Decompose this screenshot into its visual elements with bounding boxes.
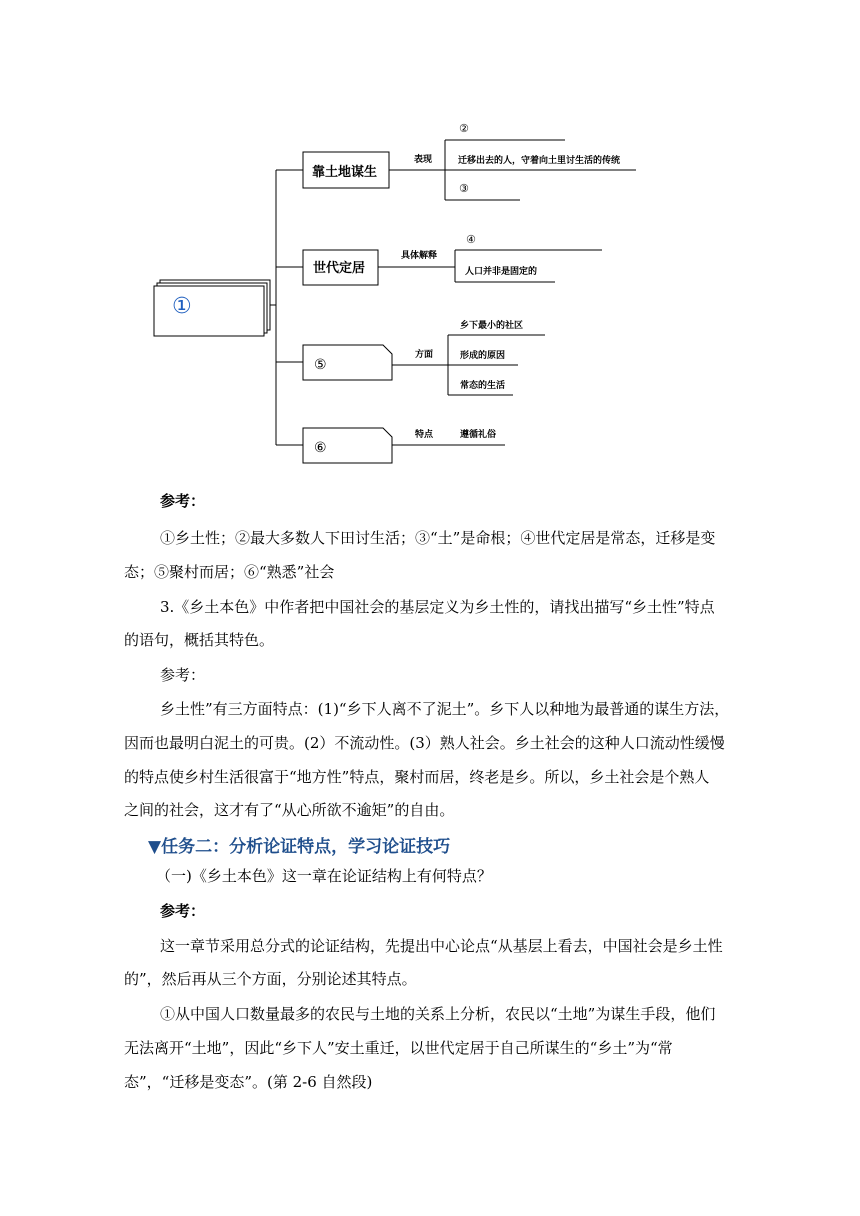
branch1-item-1: ②: [459, 122, 469, 135]
reference-2-line-3: 的特点使乡村生活很富于“地方性”特点，聚村而居，终老是乡。所以，乡土社会是个熟人: [124, 768, 710, 786]
reference-2-line-1: 乡土性”有三方面特点：(1)“乡下人离不了泥土”。乡下人以种地为最普通的谋生方法，: [160, 700, 730, 718]
point-1-line-3: 态”，“迁移是变态”。(第 2-6 自然段): [124, 1073, 373, 1091]
branch-label-2: 世代定居: [313, 261, 366, 276]
reference-2-line-2: 因而也最明白泥土的可贵。(2）不流动性。(3）熟人社会。乡土社会的这种人口流动性缓慢: [124, 734, 725, 752]
branch-label-4: ⑥: [314, 440, 327, 456]
root-node: [154, 280, 270, 336]
branch-node-2: [303, 250, 378, 285]
branch-node-3: [303, 345, 392, 380]
branch1-item-3: ③: [459, 182, 469, 195]
reference-answer-line-1: ①乡土性；②最大多数人下田讨生活；③“土”是命根；④世代定居是常态，迁移是变: [160, 529, 716, 547]
branch3-item-3: 常态的生活: [460, 381, 506, 391]
mind-map-diagram: [0, 0, 860, 480]
task-2-heading: ▼任务二：分析论证特点，学习论证技巧: [148, 837, 451, 857]
branch-label-1: 靠土地谋生: [312, 165, 378, 180]
reference-label-3: 参考：: [160, 902, 206, 920]
branch2-item-1: ④: [466, 233, 476, 246]
question-3-line-1: 3.《乡土本色》中作者把中国社会的基层定义为乡土性的，请找出描写“乡土性”特点: [160, 598, 715, 616]
branch3-item-1: 乡下最小的社区: [460, 321, 524, 331]
point-1-line-2: 无法离开“土地”，因此“乡下人”安土重迁，以世代定居于自己所谋生的“乡土”为“常: [124, 1039, 673, 1057]
branch-label-3: ⑤: [314, 357, 327, 373]
connector-label-2: 具体解释: [401, 251, 438, 261]
reference-answer-line-2: 态；⑤聚村而居；⑥“熟悉”社会: [124, 563, 335, 581]
question-3-line-2: 的语句，概括其特色。: [124, 631, 275, 649]
root-node-label: ①: [172, 294, 192, 319]
branch4-item-1: 遵循礼俗: [460, 430, 497, 440]
question-1: （一)《乡土本色》这一章在论证结构上有何特点？: [156, 867, 492, 885]
reference-3-line-2: 的”，然后再从三个方面，分别论述其特点。: [124, 970, 417, 988]
connector-label-4: 特点: [415, 430, 434, 440]
branch-node-4: [303, 428, 392, 463]
connector-label-3: 方面: [415, 350, 434, 360]
reference-2-line-4: 之间的社会，这才有了“从心所欲不逾矩”的自由。: [124, 801, 455, 819]
branch-node-1: [303, 152, 389, 188]
reference-label-1: 参考：: [160, 492, 206, 510]
branch3-item-2: 形成的原因: [460, 351, 506, 361]
reference-label-2: 参考：: [160, 666, 206, 684]
branch1-item-2: 迁移出去的人，守着向土里讨生活的传统: [458, 156, 621, 166]
connector-label-1: 表现: [414, 155, 433, 165]
reference-3-line-1: 这一章节采用总分式的论证结构，先提出中心论点“从基层上看去，中国社会是乡土性: [160, 937, 723, 955]
point-1-line-1: ①从中国人口数量最多的农民与土地的关系上分析，农民以“土地”为谋生手段，他们: [160, 1005, 716, 1023]
branch2-item-2: 人口并非是固定的: [465, 267, 538, 277]
